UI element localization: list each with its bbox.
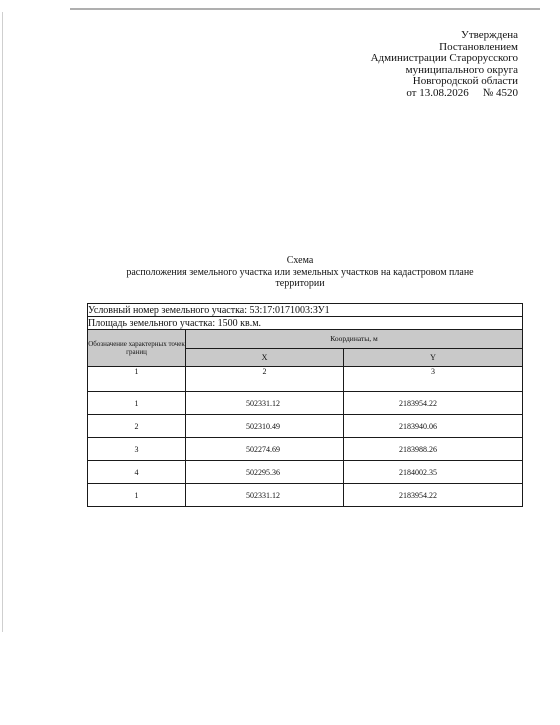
point-label: 3 (88, 438, 186, 461)
column-index: 1 (88, 367, 186, 392)
coord-x: 502274.69 (186, 438, 344, 461)
approval-date: от 13.08.2026 (406, 86, 469, 99)
point-label: 2 (88, 415, 186, 438)
approval-line: Администрации Старорусского (370, 52, 518, 65)
coord-y: 2183954.22 (344, 484, 523, 507)
table-row (88, 484, 523, 507)
table-row (88, 392, 523, 415)
approval-line: Постановлением (439, 40, 518, 53)
point-label: 1 (88, 392, 186, 415)
coord-y: 2183940.06 (344, 415, 523, 438)
column-index: 2 (186, 367, 344, 392)
point-label: 1 (88, 484, 186, 507)
table-row (88, 415, 523, 438)
table-row (88, 438, 523, 461)
coord-y: 2184002.35 (344, 461, 523, 484)
coord-x: 502331.12 (186, 392, 344, 415)
header-x: X (186, 348, 344, 367)
scan-edge-left (2, 12, 3, 632)
approval-line: Утверждена (461, 29, 518, 41)
cadastral-number: Условный номер земельного участка: 53:17:0171003:ЗУ1 (88, 304, 523, 317)
document-title (80, 255, 520, 290)
coord-x: 502310.49 (186, 415, 344, 438)
coord-x: 502295.36 (186, 461, 344, 484)
approval-stamp (371, 30, 518, 100)
coord-y: 2183988.26 (344, 438, 523, 461)
title-line-1: Схема (286, 255, 314, 266)
scan-edge (70, 8, 540, 10)
approval-date-line (371, 88, 518, 100)
point-label: 4 (88, 461, 186, 484)
approval-line: Новгородской области (412, 75, 518, 88)
coord-y: 2183954.22 (344, 392, 523, 415)
column-index-row (88, 367, 523, 392)
plot-area: Площадь земельного участка: 1500 кв.м. (88, 317, 523, 330)
header-points: Обозначение характерных точек границ (88, 330, 186, 367)
approval-line: муниципального округа (405, 63, 518, 76)
column-index: 3 (344, 367, 523, 392)
coordinates-table (87, 303, 523, 507)
table-row (88, 461, 523, 484)
coord-x: 502331.12 (186, 484, 344, 507)
header-y: Y (344, 348, 523, 367)
header-coordinates: Координаты, м (186, 330, 523, 349)
approval-number: № 4520 (482, 86, 518, 99)
title-line-3: территории (275, 278, 325, 289)
title-line-2: расположения земельного участка или земельных участков на кадастровом плане (126, 266, 474, 278)
